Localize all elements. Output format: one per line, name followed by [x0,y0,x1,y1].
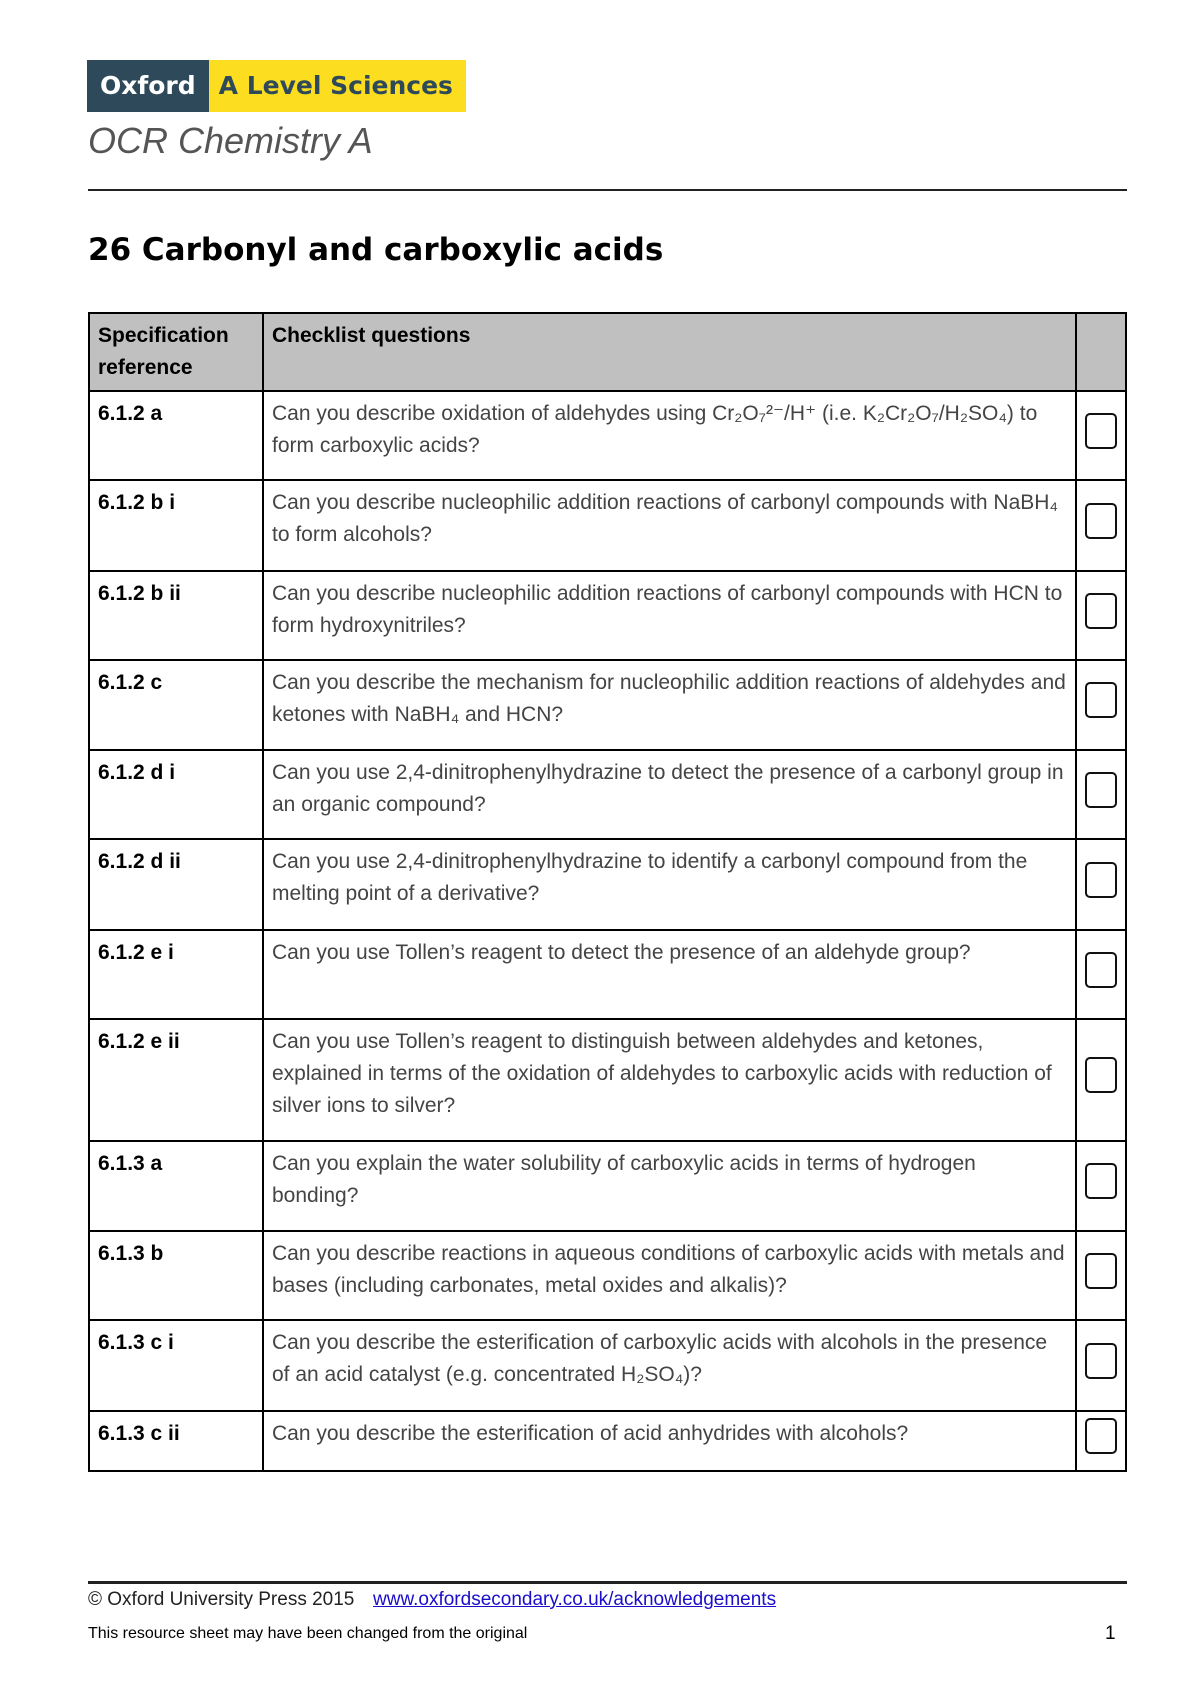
header-divider [88,189,1127,191]
header-check [1076,313,1126,391]
checkbox[interactable] [1085,593,1117,629]
checkbox[interactable] [1085,772,1117,808]
spec-reference: 6.1.3 c ii [89,1411,263,1471]
checklist-question: Can you use Tollen’s reagent to distinguish between aldehydes and ketones, explained in terms of the oxidation of aldehydes to carboxylic acids with reduction of silver ions to silver? [263,1019,1076,1141]
checkbox[interactable] [1085,503,1117,539]
logo-brand: Oxford [87,60,209,112]
table-row [89,750,1126,839]
spec-reference: 6.1.2 e i [89,930,263,1019]
spec-reference: 6.1.3 c i [89,1320,263,1411]
checklist-question: Can you describe reactions in aqueous conditions of carboxylic acids with metals and bases (including carbonates, metal oxides and alkalis)? [263,1231,1076,1320]
checkbox-cell [1076,571,1126,660]
checklist-table [88,312,1127,1472]
acknowledgements-link[interactable]: www.oxfordsecondary.co.uk/acknowledgements [373,1589,777,1610]
spec-reference: 6.1.3 a [89,1141,263,1231]
spec-reference: 6.1.2 b i [89,480,263,571]
table-row [89,1141,1126,1231]
checkbox[interactable] [1085,413,1117,449]
checkbox[interactable] [1085,862,1117,898]
checkbox-cell [1076,480,1126,571]
table-row [89,1231,1126,1320]
spec-reference: 6.1.2 d i [89,750,263,839]
copyright: © Oxford University Press 2015 [88,1589,355,1610]
checklist-question: Can you explain the water solubility of carboxylic acids in terms of hydrogen bonding? [263,1141,1076,1231]
checkbox-cell [1076,1320,1126,1411]
spec-reference: 6.1.2 c [89,660,263,750]
table-row [89,391,1126,480]
spec-reference: 6.1.2 b ii [89,571,263,660]
checklist-question: Can you describe the esterification of acid anhydrides with alcohols? [263,1411,1076,1471]
header-questions: Checklist questions [263,313,1076,391]
checkbox-cell [1076,930,1126,1019]
checkbox[interactable] [1085,1418,1117,1454]
checkbox[interactable] [1085,1163,1117,1199]
checkbox-cell [1076,391,1126,480]
checkbox-cell [1076,660,1126,750]
checklist-question: Can you describe the mechanism for nucleophilic addition reactions of aldehydes and ketones with NaBH₄ and HCN? [263,660,1076,750]
page-number: 1 [1105,1623,1116,1644]
spec-reference: 6.1.2 e ii [89,1019,263,1141]
checklist-question: Can you describe the esterification of carboxylic acids with alcohols in the presence of an acid catalyst (e.g. concentrated H₂SO₄)? [263,1320,1076,1411]
checkbox-cell [1076,1411,1126,1471]
checklist-question: Can you describe nucleophilic addition reactions of carbonyl compounds with NaBH₄ to form alcohols? [263,480,1076,571]
checkbox-cell [1076,839,1126,930]
checkbox-cell [1076,750,1126,839]
checkbox[interactable] [1085,1057,1117,1093]
checklist-question: Can you use 2,4-dinitrophenylhydrazine to detect the presence of a carbonyl group in an organic compound? [263,750,1076,839]
spec-reference: 6.1.3 b [89,1231,263,1320]
footer-note: This resource sheet may have been changed from the original [88,1625,528,1642]
checkbox-cell [1076,1019,1126,1141]
checkbox[interactable] [1085,952,1117,988]
table-row [89,1320,1126,1411]
spec-reference: 6.1.2 d ii [89,839,263,930]
header-spec-ref: Specification reference [89,313,263,391]
subtitle: OCR Chemistry A [88,120,373,161]
spec-reference: 6.1.2 a [89,391,263,480]
checklist-question: Can you describe nucleophilic addition reactions of carbonyl compounds with HCN to form hydroxynitriles? [263,571,1076,660]
checklist-question: Can you describe oxidation of aldehydes using Cr₂O₇²⁻/H⁺ (i.e. K₂Cr₂O₇/H₂SO₄) to form carboxylic acids? [263,391,1076,480]
oxford-logo [87,60,466,112]
checklist-question: Can you use Tollen’s reagent to detect the presence of an aldehyde group? [263,930,1076,1019]
checkbox[interactable] [1085,682,1117,718]
table-row [89,930,1126,1019]
table-row [89,839,1126,930]
logo-series: A Level Sciences [209,60,466,112]
table-row [89,1019,1126,1141]
checkbox-cell [1076,1231,1126,1320]
page-title: 26 Carbonyl and carboxylic acids [88,232,664,268]
checkbox[interactable] [1085,1253,1117,1289]
footer-divider [88,1581,1127,1584]
table-row [89,660,1126,750]
checklist-question: Can you use 2,4-dinitrophenylhydrazine to identify a carbonyl compound from the melting point of a derivative? [263,839,1076,930]
table-row [89,571,1126,660]
table-row [89,480,1126,571]
table-row [89,1411,1126,1471]
checkbox-cell [1076,1141,1126,1231]
checkbox[interactable] [1085,1343,1117,1379]
